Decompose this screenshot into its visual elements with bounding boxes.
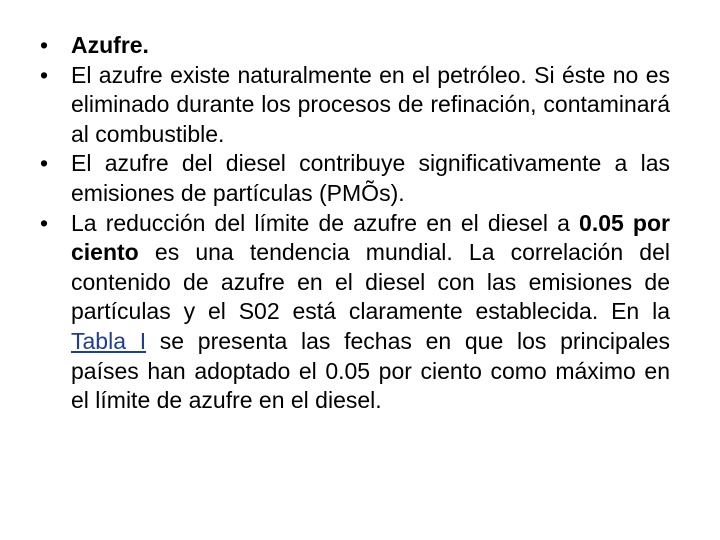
bullet-item-azufre-heading [40, 31, 670, 61]
bullet-dot: • [40, 150, 49, 177]
tabla-i-link[interactable]: Tabla I [71, 327, 147, 354]
bullet-bold-percentage: 0.05 por ciento [71, 209, 670, 266]
bullet-list [40, 31, 670, 416]
bullet-text-middle: es una tendencia mundial. La correlación del contenido de azufre en el diesel con las emisiones de partículas y el S02 está claramente establecida. En la [71, 239, 670, 325]
bullet-item-natural-sulfur [40, 61, 670, 150]
bullet-text: El azufre del diesel contribuye significativamente a las emisiones de partículas (PMÕs). [71, 150, 670, 206]
bullet-dot: • [40, 209, 49, 236]
bullet-dot: • [40, 32, 49, 58]
bullet-heading-text: Azufre. [71, 32, 149, 58]
bullet-item-particle-emissions [40, 149, 670, 208]
bullet-text: El azufre existe naturalmente en el petróleo. Si éste no es eliminado durante los procesos de refinación, contaminará al combustible. [71, 61, 670, 147]
bullet-text-before: La reducción del límite de azufre en el diesel a [71, 209, 580, 236]
bullet-text-after: se presenta las fechas en que los principales países han adoptado el 0.05 por ciento como máximo en el límite de azufre en el diesel. [71, 327, 671, 414]
bullet-dot: • [40, 61, 49, 88]
bullet-item-sulfur-limit [40, 209, 670, 416]
